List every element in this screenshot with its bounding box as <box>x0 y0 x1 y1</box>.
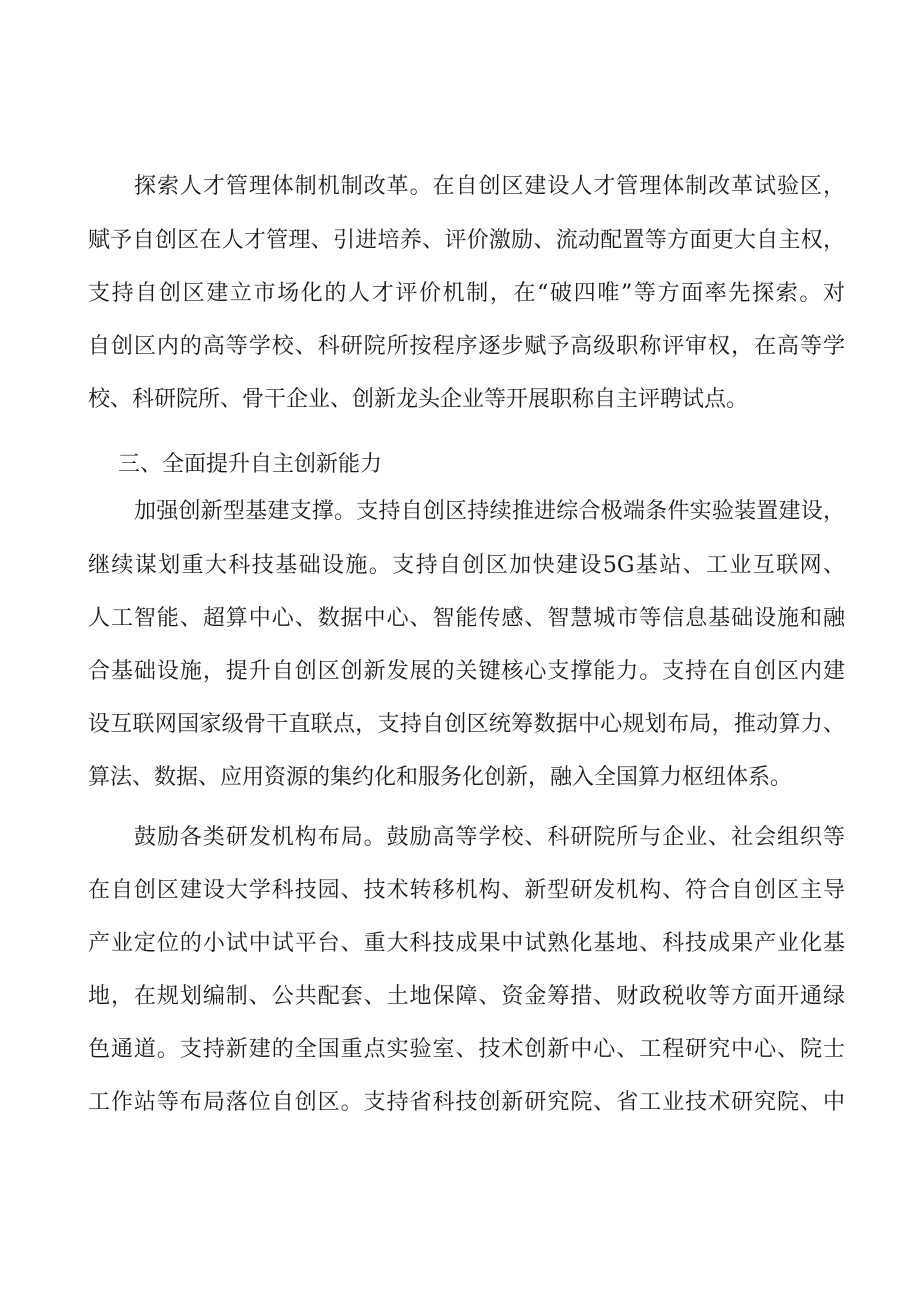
paragraph-line: 地，在规划编制、公共配套、土地保障、资金筹措、财政税收等方面开通绿 <box>88 984 845 1009</box>
paragraph-line: 工作站等布局落位自创区。支持省科技创新研究院、省工业技术研究院、中 <box>88 1090 845 1115</box>
paragraph-line: 设互联网国家级骨干直联点，支持自创区统筹数据中心规划布局，推动算力、 <box>88 712 845 737</box>
paragraph-line: 合基础设施，提升自创区创新发展的关键核心支撑能力。支持在自创区内建 <box>88 659 845 684</box>
paragraph-line: 支持自创区建立市场化的人才评价机制，在“破四唯”等方面率先探索。对 <box>88 281 845 306</box>
section-heading-text: 三、全面提升自主创新能力 <box>118 452 383 477</box>
paragraph-line: 在自创区建设大学科技园、技术转移机构、新型研发机构、符合自创区主导 <box>88 878 845 903</box>
paragraph-line: 加强创新型基建支撑。支持自创区持续推进综合极端条件实验装置建设， <box>134 499 845 524</box>
paragraph-line: 鼓励各类研发机构布局。鼓励高等学校、科研院所与企业、社会组织等 <box>134 825 845 850</box>
paragraph-line: 赋予自创区在人才管理、引进培养、评价激励、流动配置等方面更大自主权， <box>88 228 845 253</box>
paragraph-line: 算法、数据、应用资源的集约化和服务化创新，融入全国算力枢纽体系。 <box>88 765 793 790</box>
paragraph-line: 人工智能、超算中心、数据中心、智能传感、智慧城市等信息基础设施和融 <box>88 606 845 631</box>
paragraph-line: 继续谋划重大科技基础设施。支持自创区加快建设5G基站、工业互联网、 <box>88 553 845 578</box>
paragraph-line: 产业定位的小试中试平台、重大科技成果中试熟化基地、科技成果产业化基 <box>88 931 845 956</box>
paragraph-line: 自创区内的高等学校、科研院所按程序逐步赋予高级职称评审权，在高等学 <box>88 334 845 359</box>
paragraph-line: 校、科研院所、骨干企业、创新龙头企业等开展职称自主评聘试点。 <box>88 387 749 412</box>
paragraph-line: 探索人才管理体制机制改革。在自创区建设人才管理体制改革试验区， <box>134 174 845 199</box>
paragraph-line: 色通道。支持新建的全国重点实验室、技术创新中心、工程研究中心、院士 <box>88 1037 845 1062</box>
